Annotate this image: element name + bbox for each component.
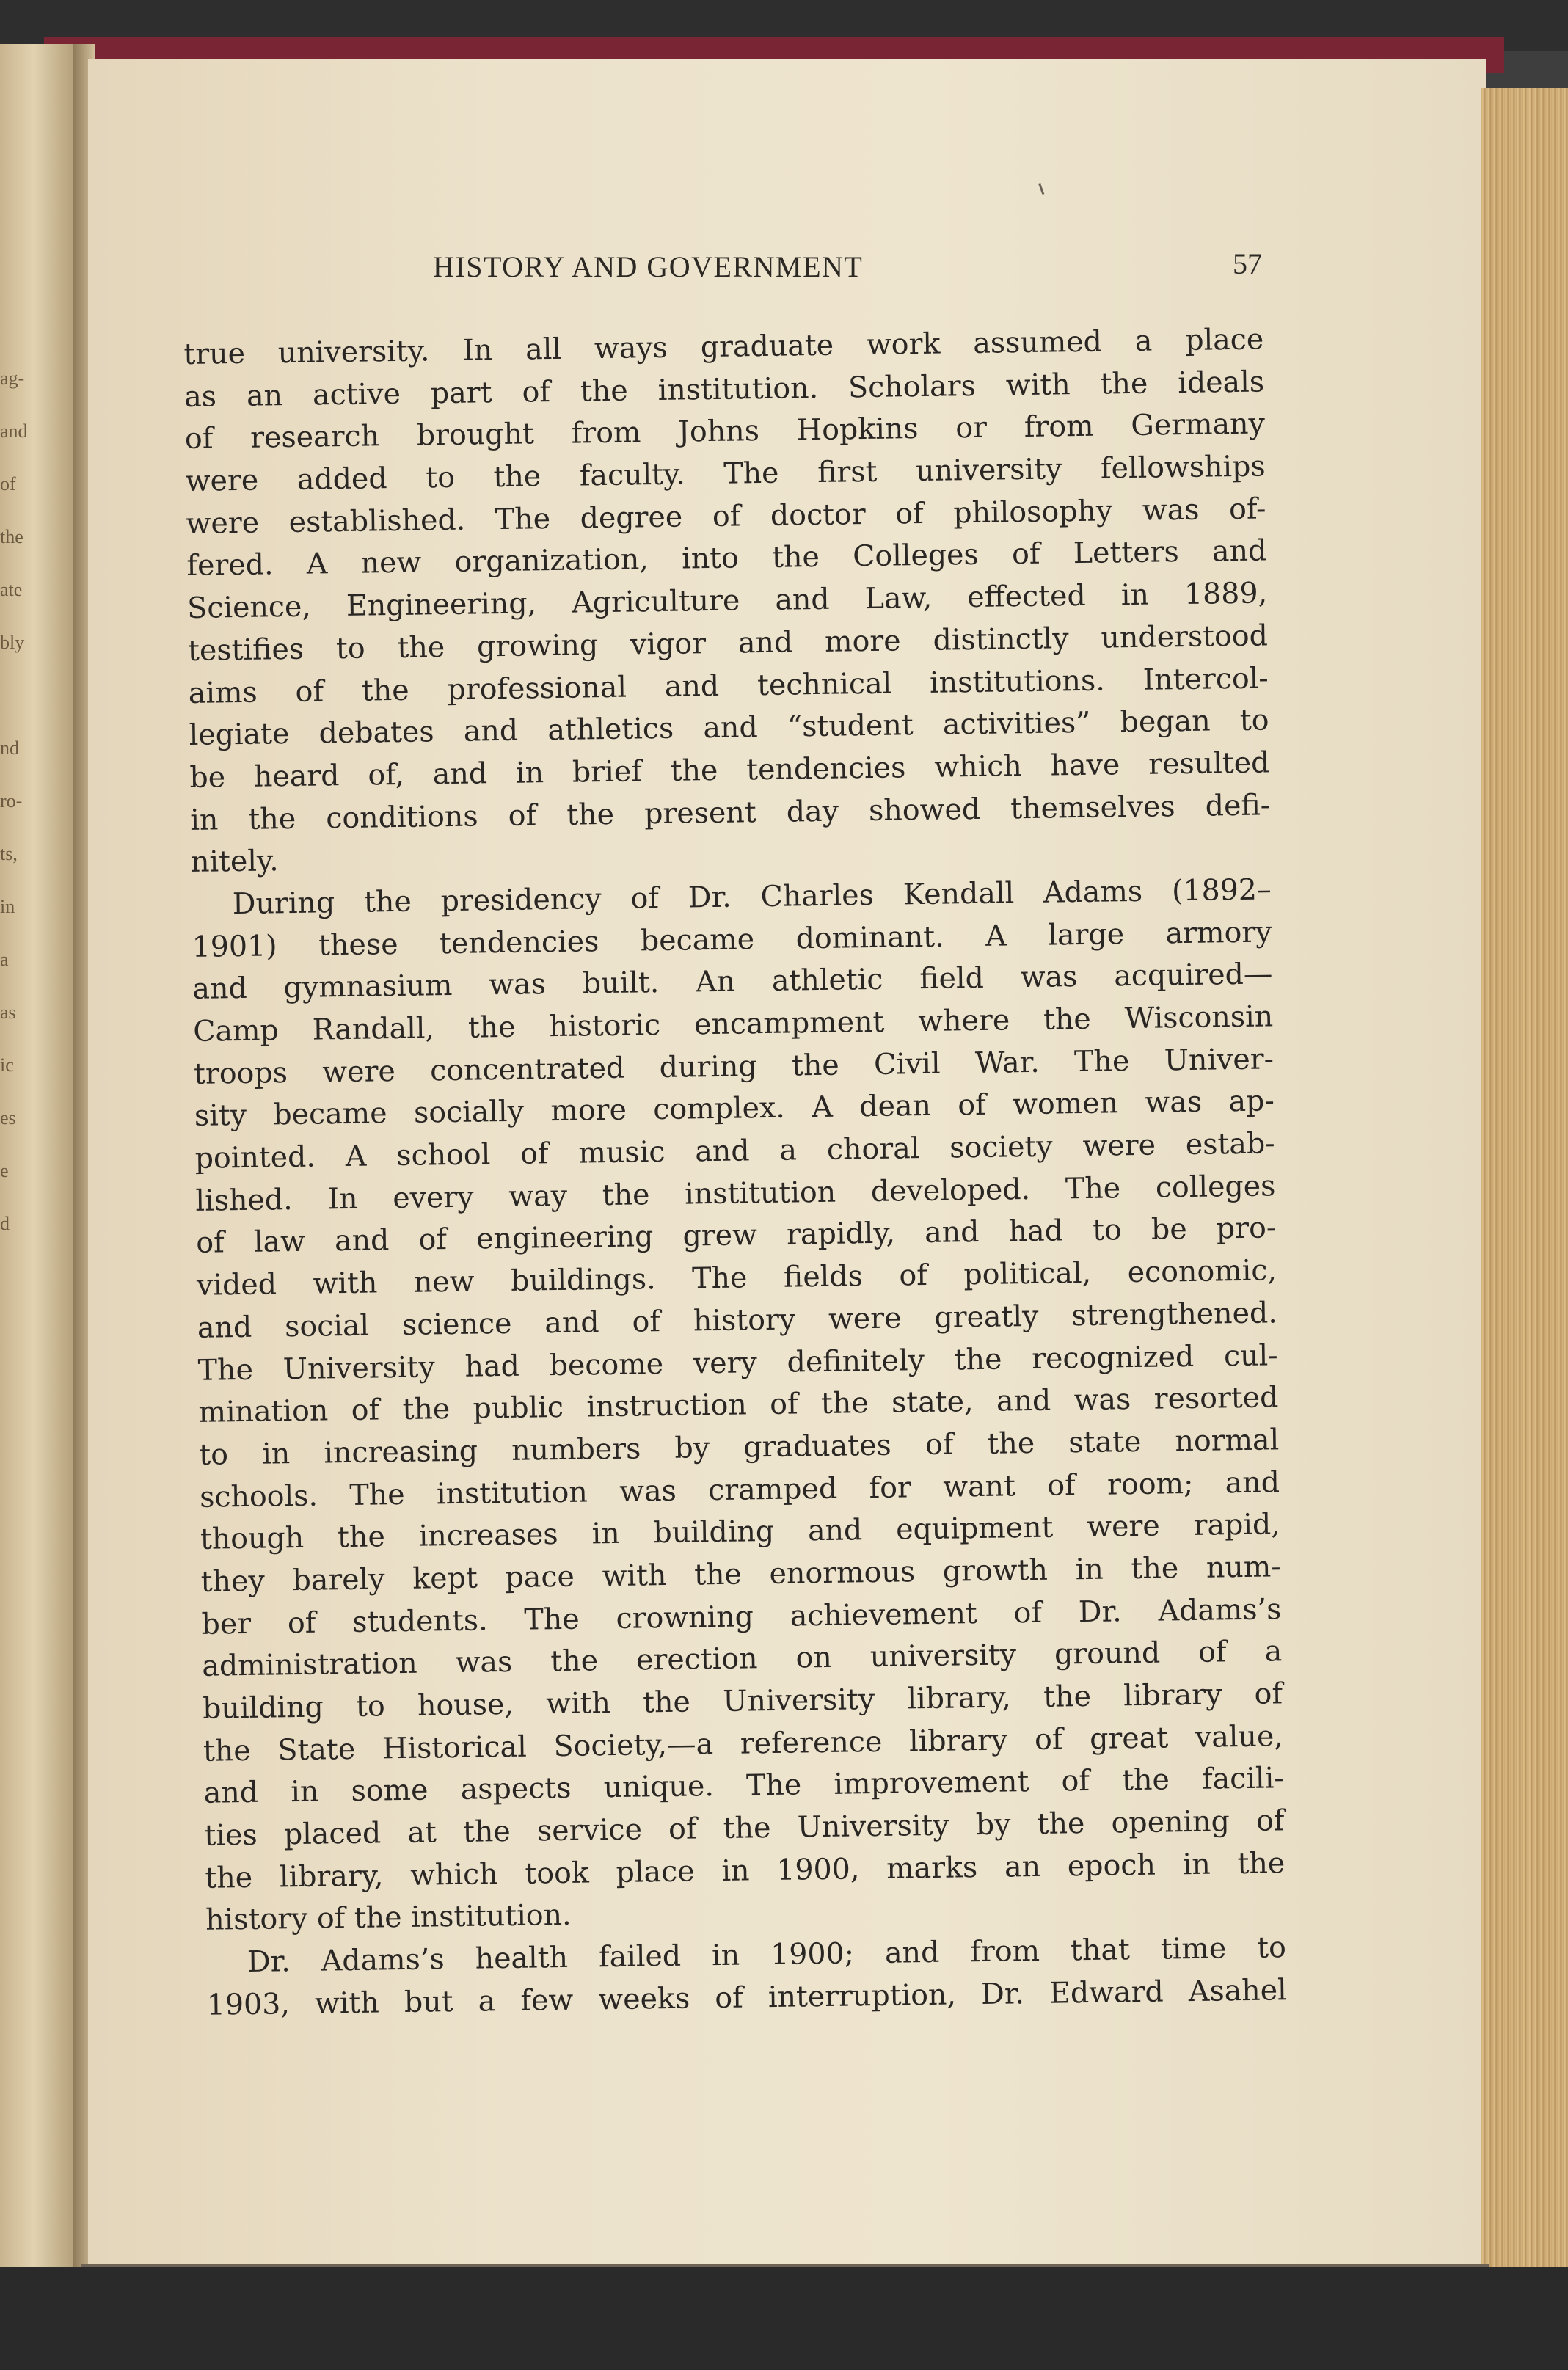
text-line: be heard of, and in brief the tendencies which have resulted (189, 745, 1270, 795)
text-line: in the conditions of the present day showed themselves defi- (189, 787, 1271, 837)
text-line: the State Historical Society,—a reference library of great value, (203, 1718, 1284, 1768)
running-head: HISTORY AND GOVERNMENT (433, 250, 864, 283)
text-line: and gymnasium was built. An athletic field was acquired— (192, 957, 1273, 1007)
text-line: and social science and of history were greatly strengthened. (197, 1296, 1278, 1345)
text-line: schools. The institution was cramped for want of room; and (199, 1465, 1280, 1514)
text-line: The University had become very definitely the recognized cul- (197, 1338, 1278, 1388)
text-line: they barely kept pace with the enormous growth in the num- (200, 1550, 1281, 1599)
page-fore-edge (1481, 88, 1568, 2275)
text-line: true university. In all ways graduate work assumed a place (183, 322, 1264, 371)
text-line: though the increases in building and equipment were rapid, (200, 1507, 1281, 1557)
text-line: were added to the faculty. The first university fellowships (185, 449, 1266, 499)
page-number: 57 (1233, 247, 1262, 280)
text-line: ber of students. The crowning achievement of Dr. Adams’s (201, 1591, 1282, 1641)
text-line: of research brought from Johns Hopkins or from Germany (184, 406, 1266, 456)
text-line: 1901) these tendencies became dominant. A large armory (192, 914, 1272, 964)
text-line: During the presidency of Dr. Charles Kendall Adams (1892– (232, 872, 1272, 922)
text-line: to in increasing numbers by graduates of the state normal (199, 1423, 1280, 1472)
text-line: fered. A new organization, into the Colleges of Letters and (186, 533, 1267, 583)
text-line: vided with new buildings. The fields of political, economic, (196, 1253, 1277, 1302)
left-page-text-fragments: ag- and of the ate bly nd ro- ts, in a as ic es e d (0, 368, 28, 1234)
text-line: 1903, with but a few weeks of interruption, Dr. Edward Asahel (206, 1973, 1287, 2022)
body-text (183, 318, 1287, 2027)
text-line: sity became socially more complex. A dean of women was ap- (194, 1084, 1275, 1134)
text-line: Camp Randall, the historic encampment where the Wisconsin (192, 999, 1274, 1049)
text-line: nitely. (190, 844, 279, 880)
text-line: building to house, with the University library, the library of (202, 1677, 1283, 1726)
text-line: legiate debates and athletics and “student activities” began to (189, 703, 1269, 753)
text-line: lished. In every way the institution developed. The colleges (195, 1169, 1276, 1218)
text-line: and in some aspects unique. The improvement of the facili- (203, 1761, 1284, 1811)
text-line: were established. The degree of doctor of philosophy was of- (186, 492, 1266, 541)
left-page-edge (0, 44, 84, 2275)
text-line: aims of the professional and technical institutions. Intercol- (188, 660, 1269, 710)
text-line: ties placed at the service of the University by the opening of (204, 1804, 1285, 1853)
text-line: as an active part of the institution. Scholars with the ideals (183, 365, 1265, 414)
scanner-background-bottom (0, 2267, 1568, 2370)
text-line: the library, which took place in 1900, marks an epoch in the (205, 1845, 1286, 1895)
text-line: testifies to the growing vigor and more distinctly understood (187, 619, 1269, 668)
text-line: history of the institution. (205, 1898, 572, 1938)
text-line: administration was the erection on university ground of a (202, 1634, 1283, 1684)
text-line: of law and of engineering grew rapidly, and had to be pro- (195, 1211, 1277, 1261)
text-line: Science, Engineering, Agriculture and Law, effected in 1889, (186, 576, 1268, 626)
text-line: troops were concentrated during the Civil War. The Univer- (193, 1042, 1275, 1091)
text-line: mination of the public instruction of the state, and was resorted (198, 1380, 1279, 1430)
text-line: pointed. A school of music and a choral society were estab- (194, 1126, 1275, 1175)
text-line: Dr. Adams’s health failed in 1900; and from that time to (247, 1930, 1287, 1980)
